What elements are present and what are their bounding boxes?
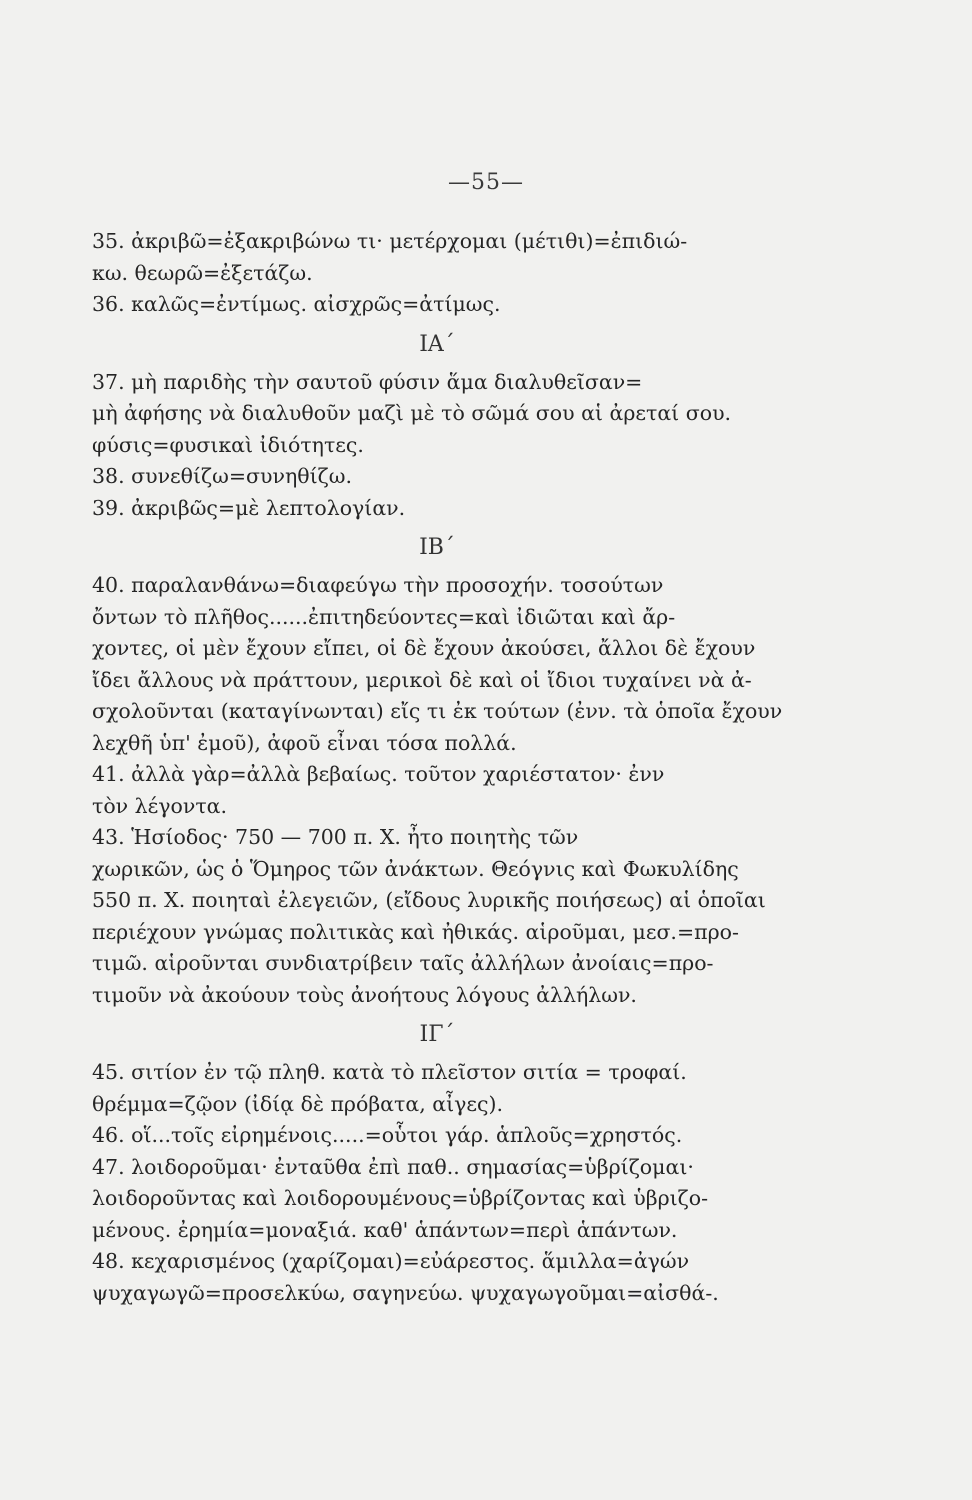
text-line: τὸν λέγοντα. — [92, 793, 228, 818]
note-35 — [92, 226, 782, 289]
text-line: ἴδει ἄλλους νὰ πράττουν, μερικοὶ δὲ καὶ οἱ ἴδιοι τυχαίνει νὰ ἀ- — [92, 667, 752, 692]
text-line: χωρικῶν, ὡς ὁ Ὅμηρος τῶν ἀνάκτων. Θεόγνις καὶ Φωκυλίδης — [92, 856, 739, 881]
text-line: σχολοῦνται (καταγίνωνται) εἴς τι ἐκ τούτων (ἐνν. τὰ ὁποῖα ἔχουν — [92, 699, 782, 723]
text-line: 37. μὴ παριδὴς τὴν σαυτοῦ φύσιν ἅμα διαλυθεῖσαν= — [92, 369, 643, 394]
note-40 — [92, 570, 782, 759]
text-line: λοιδοροῦντας καὶ λοιδορουμένους=ὑβρίζοντας καὶ ὑβριζο- — [92, 1186, 709, 1210]
note-48 — [92, 1246, 782, 1309]
text-line: 45. σιτίον ἐν τῷ πληθ. κατὰ τὸ πλεῖστον σιτία = τροφαί. — [92, 1060, 687, 1084]
text-line: τιμῶ. αἱροῦνται συνδιατρίβειν ταῖς ἀλλήλων ἀνοίαις=προ- — [92, 951, 714, 975]
text-line: 39. ἀκριβῶς=μὲ λεπτολογίαν. — [92, 495, 406, 520]
text-line: θρέμμα=ζῷον (ἰδίᾳ δὲ πρόβατα, αἶγες). — [92, 1091, 503, 1116]
text-line: ψυχαγωγῶ=προσελκύω, σαγηνεύω. ψυχαγωγοῦμαι=αἰσθά-. — [92, 1280, 719, 1305]
note-36 — [92, 289, 782, 321]
page-text — [92, 226, 782, 1309]
note-39 — [92, 493, 782, 525]
note-41 — [92, 759, 782, 822]
text-line: λεχθῆ ὑπ' ἐμοῦ), ἀφοῦ εἶναι τόσα πολλά. — [92, 730, 517, 755]
text-line: 47. λοιδοροῦμαι· ἐνταῦθα ἐπὶ παθ.. σημασίας=ὑβρίζομαι· — [92, 1154, 694, 1179]
text-line: 38. συνεθίζω=συνηθίζω. — [92, 464, 352, 488]
text-line: μὴ ἀφήσης νὰ διαλυθοῦν μαζὶ μὲ τὸ σῶμά σου αἱ ἀρεταί σου. — [92, 401, 732, 425]
section-heading: ΙΑ΄ — [419, 331, 455, 357]
text-line: φύσις=φυσικαὶ ἰδιότητες. — [92, 432, 364, 457]
text-line: περιέχουν γνώμας πολιτικὰς καὶ ἠθικάς. αἱροῦμαι, μεσ.=προ- — [92, 919, 739, 944]
text-line: 35. ἀκριβῶ=ἐξακριβώνω τι· μετέρχομαι (μέτιθι)=ἐπιδιώ- — [92, 229, 688, 253]
text-line: κω. θεωρῶ=ἐξετάζω. — [92, 260, 313, 285]
text-line: τιμοῦν νὰ ἀκούουν τοὺς ἀνοήτους λόγους ἀλλήλων. — [92, 982, 637, 1007]
text-line: 36. καλῶς=ἐντίμως. αἰσχρῶς=ἀτίμως. — [92, 292, 501, 316]
text-line: 550 π. Χ. ποιηταὶ ἐλεγειῶν, (εἴδους λυρικῆς ποιήσεως) αἱ ὁποῖαι — [92, 888, 766, 912]
text-line: 40. παραλανθάνω=διαφεύγω τὴν προσοχήν. τοσούτων — [92, 573, 664, 597]
text-line: 46. οἵ...τοῖς εἰρημένοις.....=οὗτοι γάρ. ἁπλοῦς=χρηστός. — [92, 1123, 683, 1147]
note-47 — [92, 1152, 782, 1247]
note-46 — [92, 1120, 782, 1152]
note-45 — [92, 1057, 782, 1120]
note-38 — [92, 461, 782, 493]
note-43 — [92, 822, 782, 1011]
note-37 — [92, 367, 782, 462]
section-heading: ΙΓ΄ — [419, 1022, 455, 1047]
page-number: —55— — [448, 170, 524, 195]
section-heading: ΙΒ΄ — [419, 535, 455, 560]
text-line: 41. ἀλλὰ γὰρ=ἀλλὰ βεβαίως. τοῦτον χαριέστατον· ἐνν — [92, 762, 665, 786]
text-line: ὄντων τὸ πλῆθος......ἐπιτηδεύοντες=καὶ ἰδιῶται καὶ ἄρ- — [92, 604, 676, 629]
text-line: 43. Ἡσίοδος· 750 — 700 π. Χ. ἦτο ποιητὴς τῶν — [92, 825, 579, 849]
text-line: μένους. ἐρημία=μοναξιά. καθ' ἁπάντων=περὶ ἁπάντων. — [92, 1217, 678, 1242]
text-line: 48. κεχαρισμένος (χαρίζομαι)=εὐάρεστος. ἅμιλλα=ἀγών — [92, 1249, 690, 1273]
text-line: χοντες, οἱ μὲν ἔχουν εἴπει, οἱ δὲ ἔχουν ἀκούσει, ἄλλοι δὲ ἔχουν — [92, 636, 756, 660]
